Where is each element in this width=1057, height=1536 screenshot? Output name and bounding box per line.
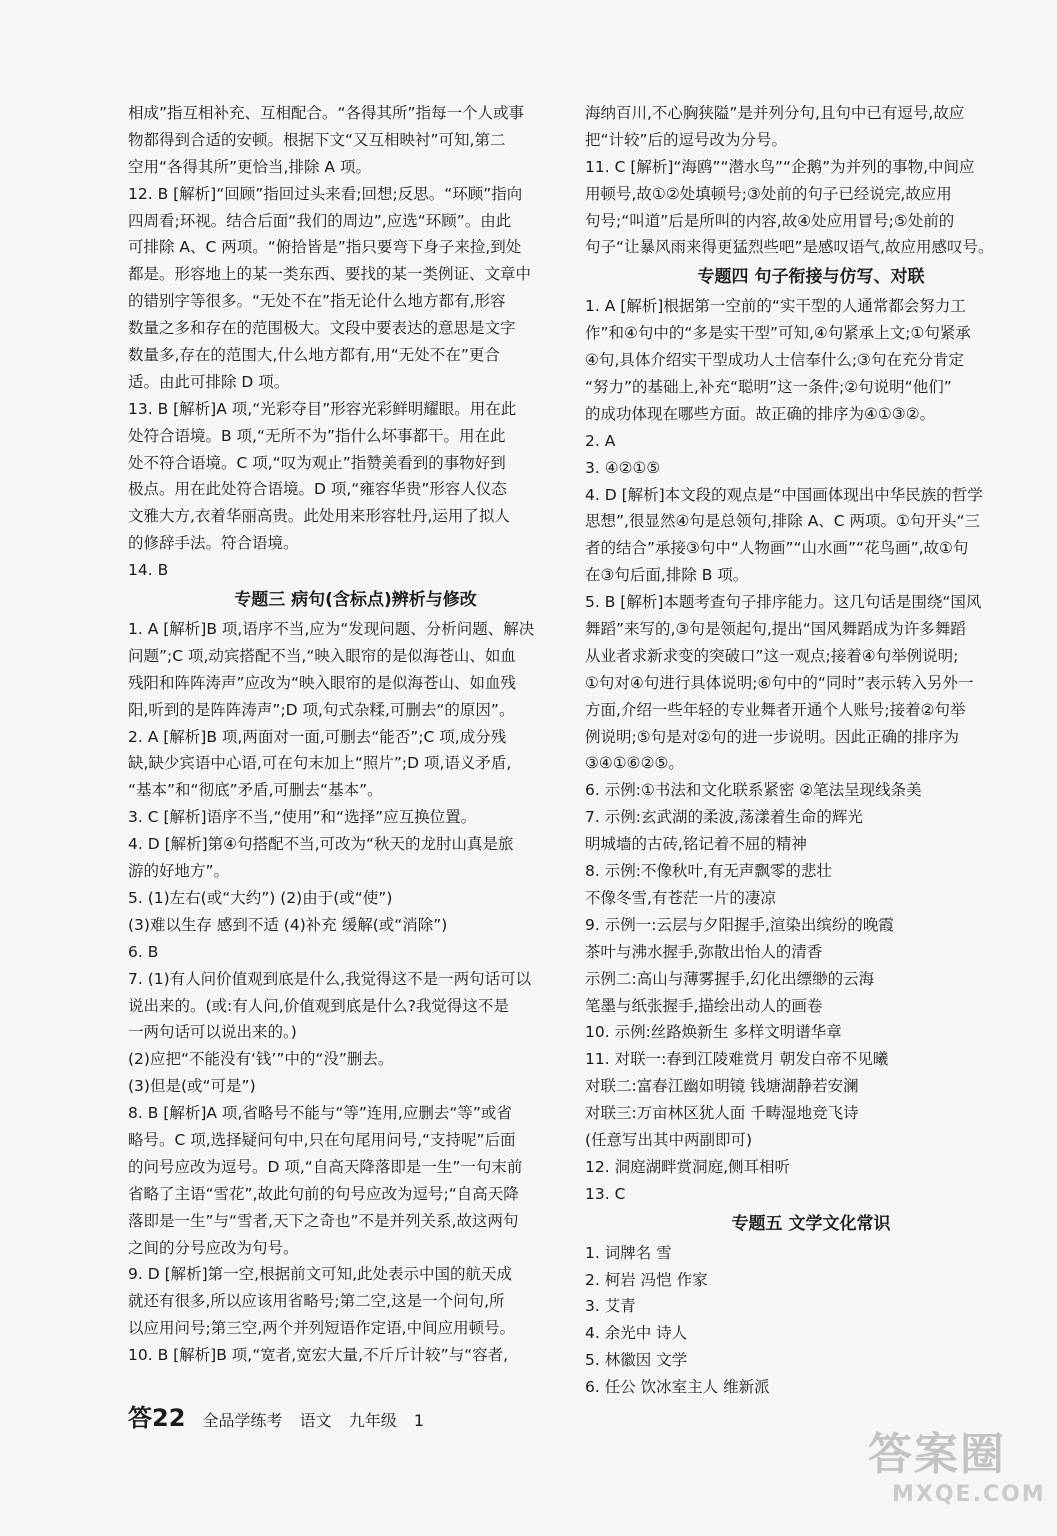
- page-footer: [128, 1398, 436, 1433]
- answer-line: 9. 示例一:云层与夕阳握手,渲染出缤纷的晚霞: [585, 915, 894, 934]
- answer-line: 方面,介绍一些年轻的专业舞者开通个人账号;接着②句举: [585, 700, 966, 719]
- answer-line: “努力”的基础上,补充“聪明”这一条件;②句说明“他们”: [585, 378, 952, 397]
- watermark-text: 答案圈: [868, 1429, 1006, 1480]
- answer-line: 8. B [解析]A 项,省略号不能与“等”连用,应删去“等”或省: [128, 1104, 512, 1123]
- left-column: [128, 100, 583, 1369]
- answer-line: 8. 示例:不像秋叶,有无声飘零的悲壮: [585, 862, 832, 881]
- answer-line: 不像冬雪,有苍茫一片的凄凉: [585, 888, 776, 907]
- answer-line: 2. A: [585, 431, 616, 450]
- answer-line: 就还有很多,所以应该用省略号;第二空,这是一个问句,所: [128, 1292, 505, 1311]
- answer-line: 例说明;⑤句是对②句的进一步说明。因此正确的排序为: [585, 727, 960, 746]
- answer-line: 极点。用在此处符合语境。D 项,“雍容华贵”形容人仪态: [128, 480, 507, 499]
- answer-line: 2. 柯岩 冯恺 作家: [585, 1270, 708, 1289]
- answer-line: 处不符合语境。C 项,“叹为观止”指赞美看到的事物好到: [128, 453, 506, 472]
- answer-line: 的修辞手法。符合语境。: [128, 534, 299, 553]
- answer-line: 7. (1)有人问价值观到底是什么,我觉得这不是一两句话可以: [128, 969, 532, 988]
- answer-line: 4. D [解析]本文段的观点是“中国画体现出中华民族的哲学: [585, 485, 983, 504]
- answer-line: (3)但是(或“可是”): [128, 1077, 256, 1096]
- answer-line: ④句,具体介绍实干型成功人士信奉什么;③句在充分肯定: [585, 351, 964, 370]
- answer-line: 海纳百川,不心胸狭隘”是并列分句,且句中已有逗号,故应: [585, 104, 965, 122]
- answer-line: 在③句后面,排除 B 项。: [585, 566, 749, 585]
- answer-line: 略号。C 项,选择疑问句中,只在句尾用问号,“支持呢”后面: [128, 1130, 516, 1149]
- answer-line: 6. B: [128, 942, 159, 961]
- answer-line: 处符合语境。B 项,“无所不为”指什么坏事都干。用在此: [128, 426, 506, 445]
- answer-line: 的成功体现在哪些方面。故正确的排序为④①③②。: [585, 404, 936, 423]
- answer-line: 句子“让暴风雨来得更猛烈些吧”是感叹语气,故应用感叹号。: [585, 238, 994, 257]
- answer-line: 都是。形容地上的某一类东西、要找的某一类例证、文章中: [128, 265, 532, 284]
- answer-line: 对联二:富春江幽如明镜 钱塘湖静若安澜: [585, 1077, 859, 1096]
- answer-line: 用顿号,故①②处填顿号;③处前的句子已经说完,故应用: [585, 184, 952, 203]
- answer-line: 6. 任公 饮冰室主人 维新派: [585, 1378, 770, 1397]
- section-heading: 专题五 文学文化常识: [731, 1213, 891, 1234]
- answer-line: 物都得到合适的安顿。根据下文“又互相映衬”可知,第二: [128, 130, 506, 149]
- answer-line: 残阳和阵阵涛声”应改为“映入眼帘的是似海苍山、如血残: [128, 673, 517, 692]
- answer-line: 可排除 A、C 两项。“俯拾皆是”指只要弯下身子来捡,到处: [128, 238, 522, 257]
- book-series: 全品学练考: [202, 1411, 283, 1430]
- answer-line: 14. B: [128, 561, 169, 580]
- answer-line: ③④①⑥②⑤。: [585, 754, 684, 773]
- answer-line: 7. 示例:玄武湖的柔波,荡漾着生命的辉光: [585, 808, 863, 827]
- answer-line: 13. B [解析]A 项,“光彩夺目”形容光彩鲜明耀眼。用在此: [128, 399, 517, 418]
- watermark-url: MXQE.COM: [892, 1482, 1046, 1507]
- answer-line: 茶叶与沸水握手,弥散出怡人的清香: [585, 942, 823, 961]
- answer-line: 11. 对联一:春到江陵难赏月 朝发白帝不见曦: [585, 1050, 889, 1069]
- answer-line: 之间的分号应改为句号。: [128, 1238, 299, 1257]
- answer-line: 者的结合”承接③句中“人物画”“山水画”“花鸟画”,故①句: [585, 539, 969, 558]
- answer-line: 10. B [解析]B 项,“宽者,宽宏大量,不斤斤计较”与“容者,: [128, 1346, 509, 1365]
- answer-line: 问题”;C 项,动宾搭配不当,“映入眼帘的是似海苍山、如血: [128, 646, 516, 665]
- answer-line: 明城墙的古砖,铭记着不屈的精神: [585, 835, 807, 854]
- answer-line: 的问号应改为逗号。D 项,“自高天降落即是一生”一句末前: [128, 1157, 523, 1176]
- answer-line: 句号;“叫道”后是所叫的内容,故④处应用冒号;⑤处前的: [585, 211, 955, 230]
- answer-line: (2)应把“不能没有‘钱’”中的“没”删去。: [128, 1050, 394, 1069]
- answer-line: 思想”,很显然④句是总领句,排除 A、C 两项。①句开头“三: [585, 512, 980, 531]
- answer-line: 以应用问号;第三空,两个并列短语作定语,中间应用顿号。: [128, 1319, 516, 1338]
- answer-line: 阳,听到的是阵阵涛声”;D 项,句式杂糅,可删去“的原因”。: [128, 700, 515, 719]
- answer-line: 1. 词牌名 雪: [585, 1243, 672, 1262]
- answer-line: 省略了主语“雪花”,故此句前的句号应改为逗号;“自高天降: [128, 1184, 519, 1203]
- answer-line: 说出来的。(或:有人问,价值观到底是什么?我觉得这不是: [128, 996, 509, 1015]
- answer-line: 12. 洞庭湖畔赏洞庭,侧耳相听: [585, 1157, 791, 1176]
- right-column: [585, 100, 1037, 1401]
- answer-line: 5. B [解析]本题考查句子排序能力。这几句话是围绕“国风: [585, 593, 982, 612]
- answer-line: (任意写出其中两副即可): [585, 1130, 753, 1149]
- answer-line: 示例二:高山与薄雾握手,幻化出缥缈的云海: [585, 969, 875, 988]
- answer-line: 舞蹈”来写的,③句是领起句,提出“国风舞蹈成为许多舞蹈: [585, 620, 966, 639]
- answer-line: 一两句话可以说出来的。): [128, 1023, 297, 1042]
- answer-line: 数量之多和存在的范围极大。文段中要表达的意思是文字: [128, 319, 516, 338]
- answer-line: 6. 示例:①书法和文化联系紧密 ②笔法呈现线条美: [585, 781, 922, 800]
- answer-line: 4. D [解析]第④句搭配不当,可改为“秋天的龙肘山真是旅: [128, 835, 514, 854]
- answer-line: 落即是一生”与“雪者,天下之奇也”不是并列关系,故这两句: [128, 1211, 519, 1230]
- page-number: 答22: [128, 1404, 186, 1432]
- answer-line: 4. 余光中 诗人: [585, 1324, 688, 1343]
- answer-line: 13. C: [585, 1184, 626, 1203]
- answer-line: 缺,缺少宾语中心语,可在句末加上“照片”;D 项,语义矛盾,: [128, 754, 512, 773]
- answer-line: 3. C [解析]语序不当,“使用”和“选择”应互换位置。: [128, 808, 477, 827]
- answer-line: 2. A [解析]B 项,两面对一面,可删去“能否”;C 项,成分残: [128, 727, 507, 746]
- section-heading: 专题三 病句(含标点)辨析与修改: [234, 590, 477, 611]
- answer-line: 空用“各得其所”更恰当,排除 A 项。: [128, 157, 371, 176]
- answer-line: 相成”指互相补充、互相配合。“各得其所”指每一个人或事: [128, 104, 525, 122]
- answer-line: 适。由此可排除 D 项。: [128, 372, 290, 391]
- answer-line: 3. ④②①⑤: [585, 458, 661, 477]
- answer-line: 对联三:万亩林区犹人面 千畴湿地竞飞诗: [585, 1104, 859, 1123]
- volume-label: 1: [413, 1411, 425, 1430]
- answer-line: 10. 示例:丝路焕新生 多样文明谱华章: [585, 1023, 842, 1042]
- answer-line: 笔墨与纸张握手,描绘出动人的画卷: [585, 996, 823, 1015]
- answer-line: 数量多,存在的范围大,什么地方都有,用“无处不在”更合: [128, 346, 500, 365]
- answer-line: 11. C [解析]“海鸥”“潜水鸟”“企鹅”为并列的事物,中间应: [585, 157, 975, 176]
- answer-line: 3. 艾青: [585, 1297, 636, 1316]
- answer-line: 5. 林徽因 文学: [585, 1351, 688, 1370]
- answer-line: 文雅大方,衣着华丽高贵。此处用来形容牡丹,运用了拟人: [128, 507, 510, 526]
- answer-line: (3)难以生存 感到不适 (4)补充 缓解(或“消除”): [128, 915, 448, 934]
- answer-line: “基本”和“彻底”矛盾,可删去“基本”。: [128, 781, 383, 800]
- answer-line: 从业者求新求变的突破口”这一观点;接着④句举例说明;: [585, 646, 959, 665]
- answer-line: 四周看;环视。结合后面“我们的周边”,应选“环顾”。由此: [128, 211, 512, 230]
- answer-line: ①句对④句进行具体说明;⑥句中的“同时”表示转入另外一: [585, 673, 974, 692]
- answer-line: 5. (1)左右(或“大约”) (2)由于(或“使”): [128, 888, 393, 907]
- answer-line: 12. B [解析]“回顾”指回过头来看;回想;反思。“环顾”指向: [128, 184, 523, 203]
- answer-line: 把“计较”后的逗号改为分号。: [585, 130, 788, 149]
- grade-label: 九年级: [348, 1411, 397, 1430]
- section-heading: 专题四 句子衔接与仿写、对联: [697, 267, 925, 288]
- answer-line: 9. D [解析]第一空,根据前文可知,此处表示中国的航天成: [128, 1265, 513, 1284]
- answer-line: 作”和④句中的“多是实干型”可知,④句紧承上文;①句紧承: [585, 324, 971, 343]
- answer-line: 的错别字等很多。“无处不在”指无论什么地方都有,形容: [128, 292, 506, 311]
- subject-label: 语文: [299, 1411, 332, 1430]
- watermark-logo: [868, 1418, 1046, 1526]
- answer-line: 1. A [解析]根据第一空前的“实干型的人通常都会努力工: [585, 297, 966, 316]
- answer-line: 游的好地方”。: [128, 862, 230, 881]
- answer-line: 1. A [解析]B 项,语序不当,应为“发现问题、分析问题、解决: [128, 620, 535, 639]
